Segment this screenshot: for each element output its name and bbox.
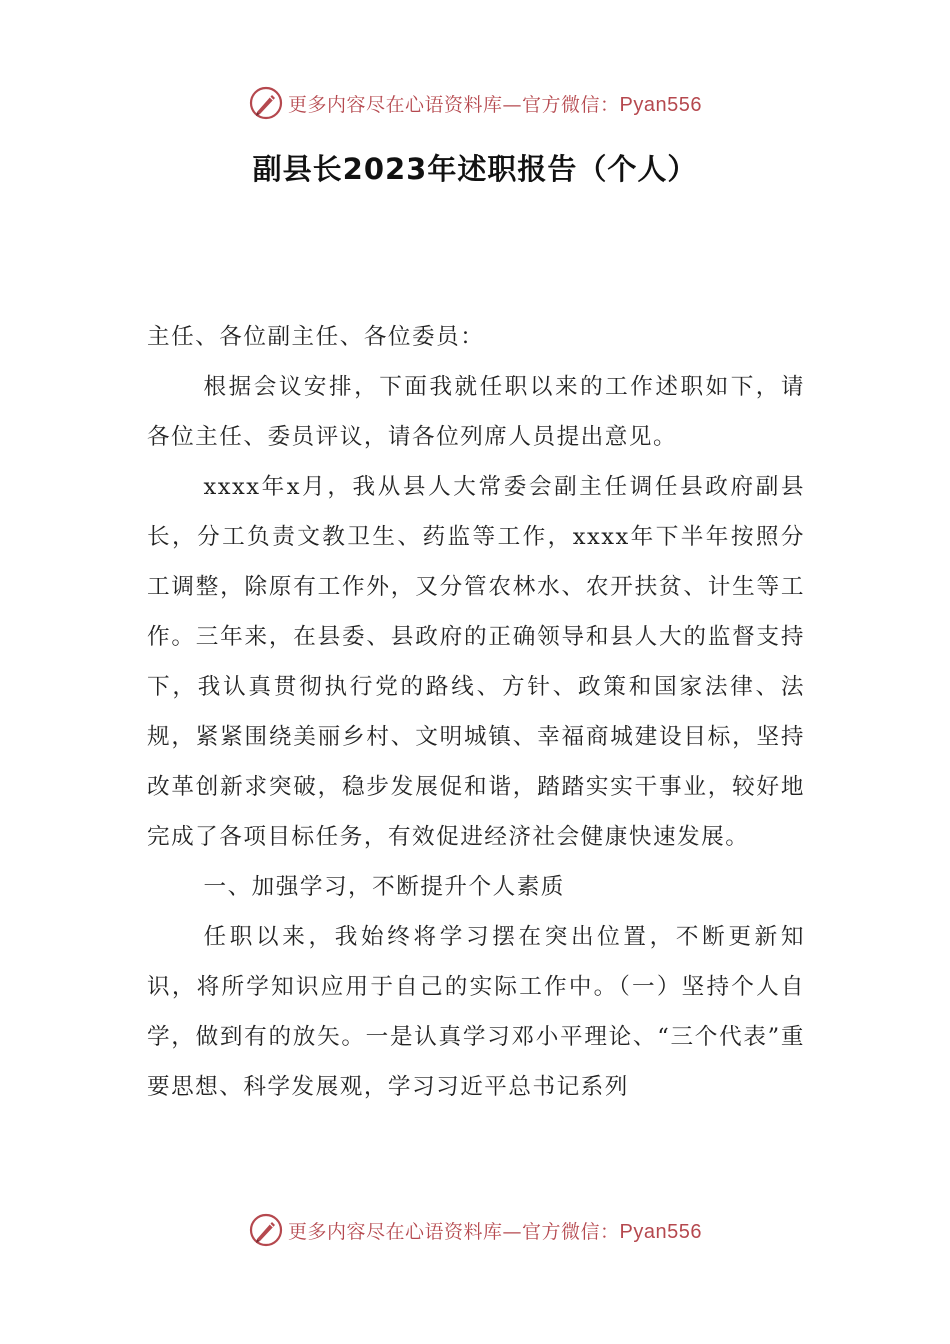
section-heading: 一、加强学习，不断提升个人素质 [203,874,565,900]
document-body [147,312,805,1112]
paragraph: xxxx年x月，我从县人大常委会副主任调任县政府副县长，分工负责文教卫生、药监等工作，xxxx年下半年按照分工调整，除原有工作外，又分管农林水、农开扶贫、计生等工作。三年来，在县委、县政府的正确领导和县人大的监督支持下，我认真贯彻执行党的路线、方针、政策和国家法律、法规，紧紧围绕美丽乡村、文明城镇、幸福商城建设目标，坚持改革创新求突破，稳步发展促和谐，踏踏实实干事业，较好地完成了各项目标任务，有效促进经济社会健康快速发展。 [147,474,805,850]
pen-logo-icon [248,85,284,121]
document-title: 副县长2023年述职报告（个人） [252,152,698,186]
paragraph: 任职以来，我始终将学习摆在突出位置，不断更新知识，将所学知识应用于自己的实际工作中。（一）坚持个人自学，做到有的放矢。一是认真学习邓小平理论、“三个代表”重要思想、科学发展观，学习习近平总书记系列 [147,924,805,1100]
banner-text: 更多内容尽在心语资料库—官方微信： [288,93,620,116]
salutation: 主任、各位副主任、各位委员： [147,324,485,350]
banner-handle: Pyan556 [619,93,702,116]
pen-logo-icon [248,1212,284,1248]
banner-label [288,1217,702,1244]
banner-handle: Pyan556 [619,1220,702,1243]
header-banner [0,81,950,125]
footer-banner [0,1208,950,1252]
banner-text: 更多内容尽在心语资料库—官方微信： [288,1220,620,1243]
banner-label [288,90,702,117]
paragraph: 根据会议安排，下面我就任职以来的工作述职如下，请各位主任、委员评议，请各位列席人员提出意见。 [147,374,805,450]
